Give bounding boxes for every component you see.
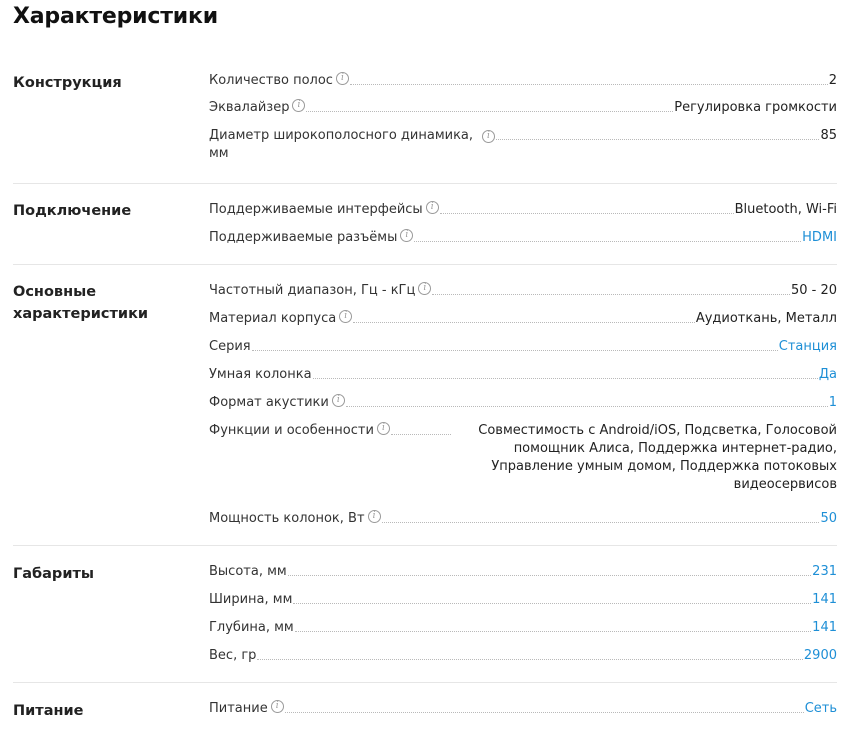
spec-label: Диаметр широкополосного динамика, мм [209,128,474,161]
spec-value: 50 - 20 [790,283,837,298]
spec-row-material [209,310,837,328]
spec-value-link[interactable]: 231 [812,564,837,579]
spec-value-link[interactable]: 141 [812,592,837,607]
spec-row-weight [209,647,837,665]
info-icon[interactable]: i [336,72,349,85]
info-icon[interactable]: i [400,229,413,242]
spec-value: 2 [828,73,837,88]
spec-label: Глубина, мм [209,620,294,635]
spec-label: Мощность колонок, Вт [209,511,365,526]
spec-label: Серия [209,339,251,354]
spec-row-power-output [209,510,837,528]
dotted-leader [288,563,811,576]
page-title: Характеристики [13,4,218,29]
section-divider [13,682,837,683]
section-divider [13,183,837,184]
spec-row-depth [209,619,837,637]
info-icon[interactable]: i [271,700,284,713]
section-divider [13,264,837,265]
dotted-leader [293,591,811,604]
info-icon[interactable]: i [482,130,495,143]
info-icon[interactable]: i [426,201,439,214]
spec-label: Вес, гр [209,648,257,663]
spec-row-series [209,338,837,356]
section-title-construction: Конструкция [13,75,122,91]
dotted-leader [440,201,734,214]
info-icon[interactable]: i [339,310,352,323]
dotted-leader [350,72,828,85]
spec-value-link[interactable]: 141 [812,620,837,635]
spec-value-link[interactable]: 1 [828,395,837,410]
dotted-leader [496,127,819,140]
spec-row-driver-diameter [209,127,837,163]
dotted-leader [346,394,828,407]
spec-row-power-supply [209,700,837,718]
spec-label: Количество полос [209,73,333,88]
spec-label: Функции и особенности [209,423,374,438]
spec-row-smart-speaker [209,366,837,384]
section-title-dimensions: Габариты [13,566,94,582]
spec-value-link[interactable]: HDMI [802,230,837,245]
info-icon[interactable]: i [368,510,381,523]
spec-label: Формат акустики [209,395,329,410]
spec-value: Регулировка громкости [674,100,837,115]
spec-label: Умная колонка [209,367,312,382]
dotted-leader [257,647,802,660]
dotted-leader [382,510,820,523]
dotted-leader [252,338,778,351]
spec-label: Материал корпуса [209,311,337,326]
spec-row-acoustic-format [209,394,837,412]
spec-value: Аудиоткань, Металл [695,311,837,326]
dotted-leader [432,282,790,295]
info-icon[interactable]: i [332,394,345,407]
spec-row-height [209,563,837,581]
spec-row-interfaces [209,201,837,219]
dotted-leader [306,99,673,112]
dotted-leader [285,700,804,713]
spec-label: Поддерживаемые разъёмы [209,230,398,245]
spec-value: 85 [820,128,837,143]
spec-value-link[interactable]: Да [818,367,837,382]
info-icon[interactable]: i [292,99,305,112]
spec-value: Совместимость с Android/iOS, Подсветка, Голосовой помощник Алиса, Поддержка интернет-радио, Управление умным домом, Поддержка потоковых видеосервисов [478,423,837,492]
info-icon[interactable]: i [418,282,431,295]
dotted-leader [414,229,801,242]
dotted-leader [353,310,695,323]
dotted-leader [295,619,811,632]
spec-value: Bluetooth, Wi-Fi [734,202,837,217]
spec-row-connectors [209,229,837,247]
info-icon[interactable]: i [377,422,390,435]
dotted-leader [313,366,818,379]
section-title-connection: Подключение [13,203,132,219]
spec-label: Эквалайзер [209,100,290,115]
spec-value-link[interactable]: 2900 [803,648,837,663]
spec-row-features [209,422,837,494]
spec-value-link[interactable]: Сеть [804,701,837,716]
dotted-leader [391,422,451,435]
spec-value-link[interactable]: Станция [778,339,837,354]
spec-value-link[interactable]: 50 [820,511,837,526]
section-title-power: Питание [13,703,84,719]
spec-label: Поддерживаемые интерфейсы [209,202,423,217]
spec-row-frequency [209,282,837,300]
spec-label: Высота, мм [209,564,287,579]
spec-label: Ширина, мм [209,592,293,607]
spec-label: Частотный диапазон, Гц - кГц [209,283,416,298]
section-divider [13,545,837,546]
spec-row-width [209,591,837,609]
section-title-main: Основные характеристики [13,284,149,322]
spec-row-equalizer [209,99,837,117]
spec-label: Питание [209,701,268,716]
spec-row-bands [209,72,837,90]
